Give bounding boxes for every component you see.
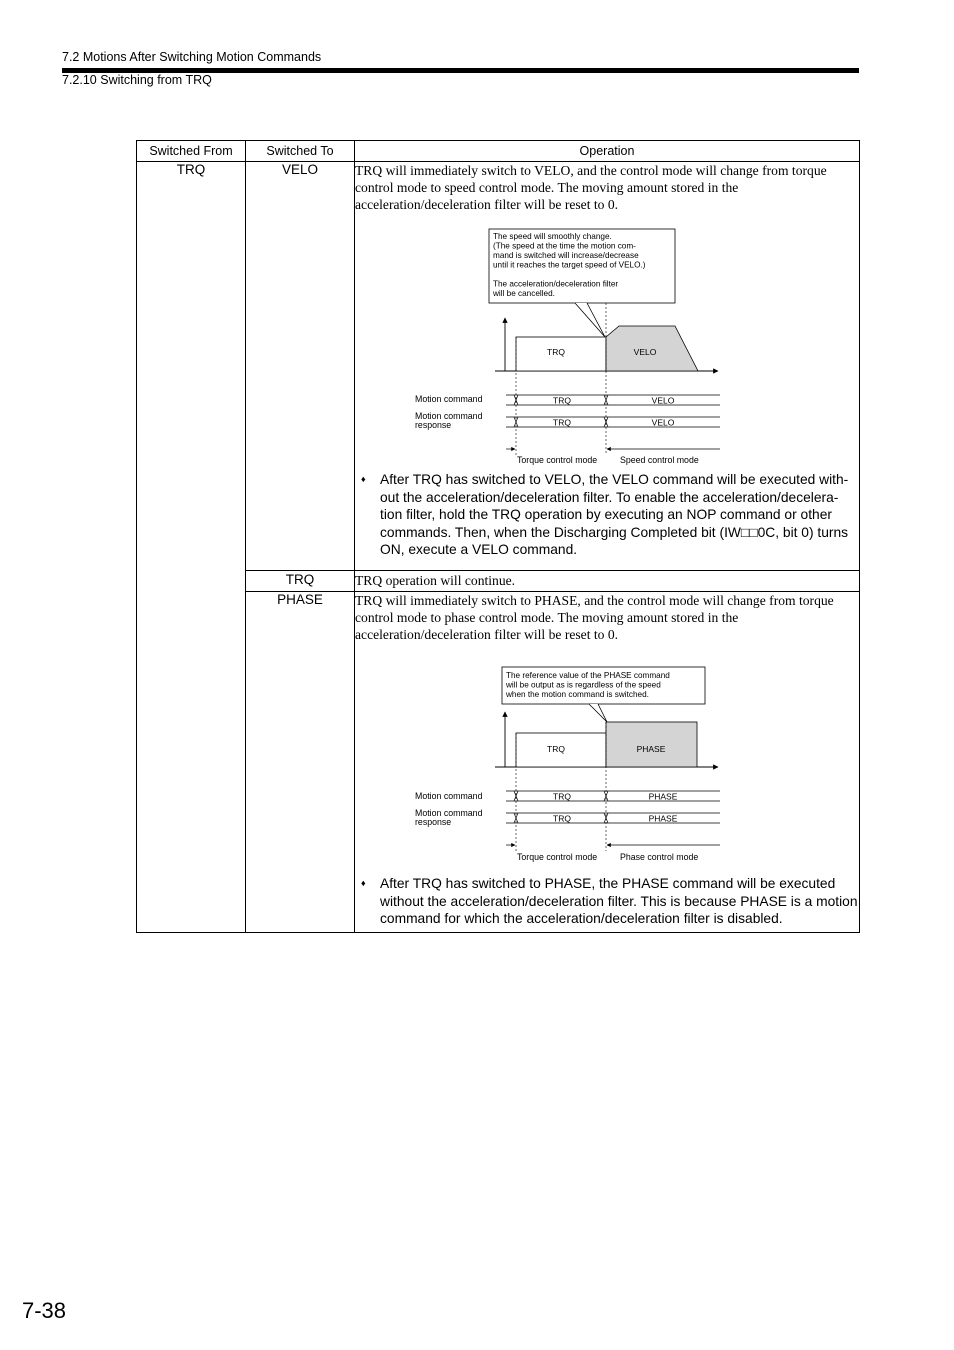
table-header-row — [137, 141, 860, 162]
operation-text-velo: TRQ will immediately switch to VELO, and the control mode will change from torque control mode to speed control mode. The moving amount stored in the acceleration/deceleration filter will be reset to 0. — [355, 163, 827, 212]
table-row-phase — [137, 592, 860, 933]
note-velo — [355, 471, 859, 559]
callout-text: The speed will smoothly change. (The speed at the time the motion com- mand is switched will increase/decrease until it reaches the target speed of VELO.) The acceleration/deceleration filter will be cancelled. — [493, 232, 646, 298]
operation-cell-trq — [355, 571, 860, 592]
mode-right-label: Speed control mode — [620, 455, 699, 465]
bullet-icon: ♦ — [361, 474, 366, 484]
callout-box — [489, 229, 675, 337]
note-text-phase: After TRQ has switched to PHASE, the PHASE command will be executed without the acceleration/deceleration filter. This is because PHASE is a motion command for which the acceleration/deceleration filter is disabled. — [380, 876, 858, 927]
operation-cell-phase — [355, 592, 860, 933]
command-label: Motion command — [415, 791, 483, 801]
command-right-label: PHASE — [648, 791, 678, 802]
callout-box — [502, 667, 705, 722]
subsection-title: 7.2.10 Switching from TRQ — [62, 73, 212, 87]
command-left-label: TRQ — [553, 791, 571, 802]
note-text-velo: After TRQ has switched to VELO, the VELO command will be executed with-out the acceleration/deceleration filter. To enable the acceleration/decelera-tion filter, hold the TRQ operation by executing an NOP command or other commands. Then, when the Discharging Completed bit (IW□□0C, bit 0) turns ON, execute a VELO command. — [380, 472, 849, 558]
column-header-operation: Operation — [355, 141, 860, 162]
operation-cell-velo — [355, 162, 860, 571]
mode-left-label: Torque control mode — [517, 455, 598, 465]
table-row-velo — [137, 162, 860, 571]
command-right-label: VELO — [651, 395, 675, 406]
command-bus — [506, 395, 720, 405]
timing-diagram-velo — [355, 213, 845, 471]
operation-text-phase: TRQ will immediately switch to PHASE, and the control mode will change from torque control mode to phase control mode. The moving amount stored in the acceleration/deceleration filter will be reset to 0. — [355, 593, 834, 642]
switched-to-phase: PHASE — [246, 592, 355, 933]
area-label-left: TRQ — [547, 744, 565, 754]
callout-text: The reference value of the PHASE command will be output as is regardless of the speed when the motion command is switched. — [506, 671, 670, 699]
note-phase — [355, 875, 859, 928]
mode-right-label: Phase control mode — [620, 852, 699, 862]
table-row-trq — [137, 571, 860, 592]
section-title: 7.2 Motions After Switching Motion Commands — [62, 50, 322, 64]
switched-from-cell: TRQ — [137, 162, 246, 933]
response-bus — [506, 417, 720, 427]
operation-text-trq: TRQ operation will continue. — [355, 573, 516, 588]
response-bus — [506, 813, 720, 823]
column-header-switched-from: Switched From — [137, 141, 246, 162]
area-label-right: VELO — [633, 347, 657, 357]
timing-diagram-phase — [355, 643, 845, 875]
command-left-label: TRQ — [553, 395, 571, 406]
response-label: Motion command response — [415, 411, 483, 430]
switching-table — [136, 140, 860, 933]
response-left-label: TRQ — [553, 813, 571, 824]
mode-left-label: Torque control mode — [517, 852, 598, 862]
column-header-switched-to: Switched To — [246, 141, 355, 162]
response-right-label: VELO — [651, 417, 675, 428]
page-number: 7-38 — [22, 1298, 67, 1323]
bullet-icon: ♦ — [361, 878, 366, 888]
command-label: Motion command — [415, 394, 483, 404]
switched-to-velo: VELO — [246, 162, 355, 571]
switched-to-trq: TRQ — [246, 571, 355, 592]
command-bus — [506, 791, 720, 801]
response-label: Motion command response — [415, 808, 483, 827]
area-label-right: PHASE — [636, 744, 666, 754]
area-label-left: TRQ — [547, 347, 565, 357]
response-right-label: PHASE — [648, 813, 678, 824]
response-left-label: TRQ — [553, 417, 571, 428]
